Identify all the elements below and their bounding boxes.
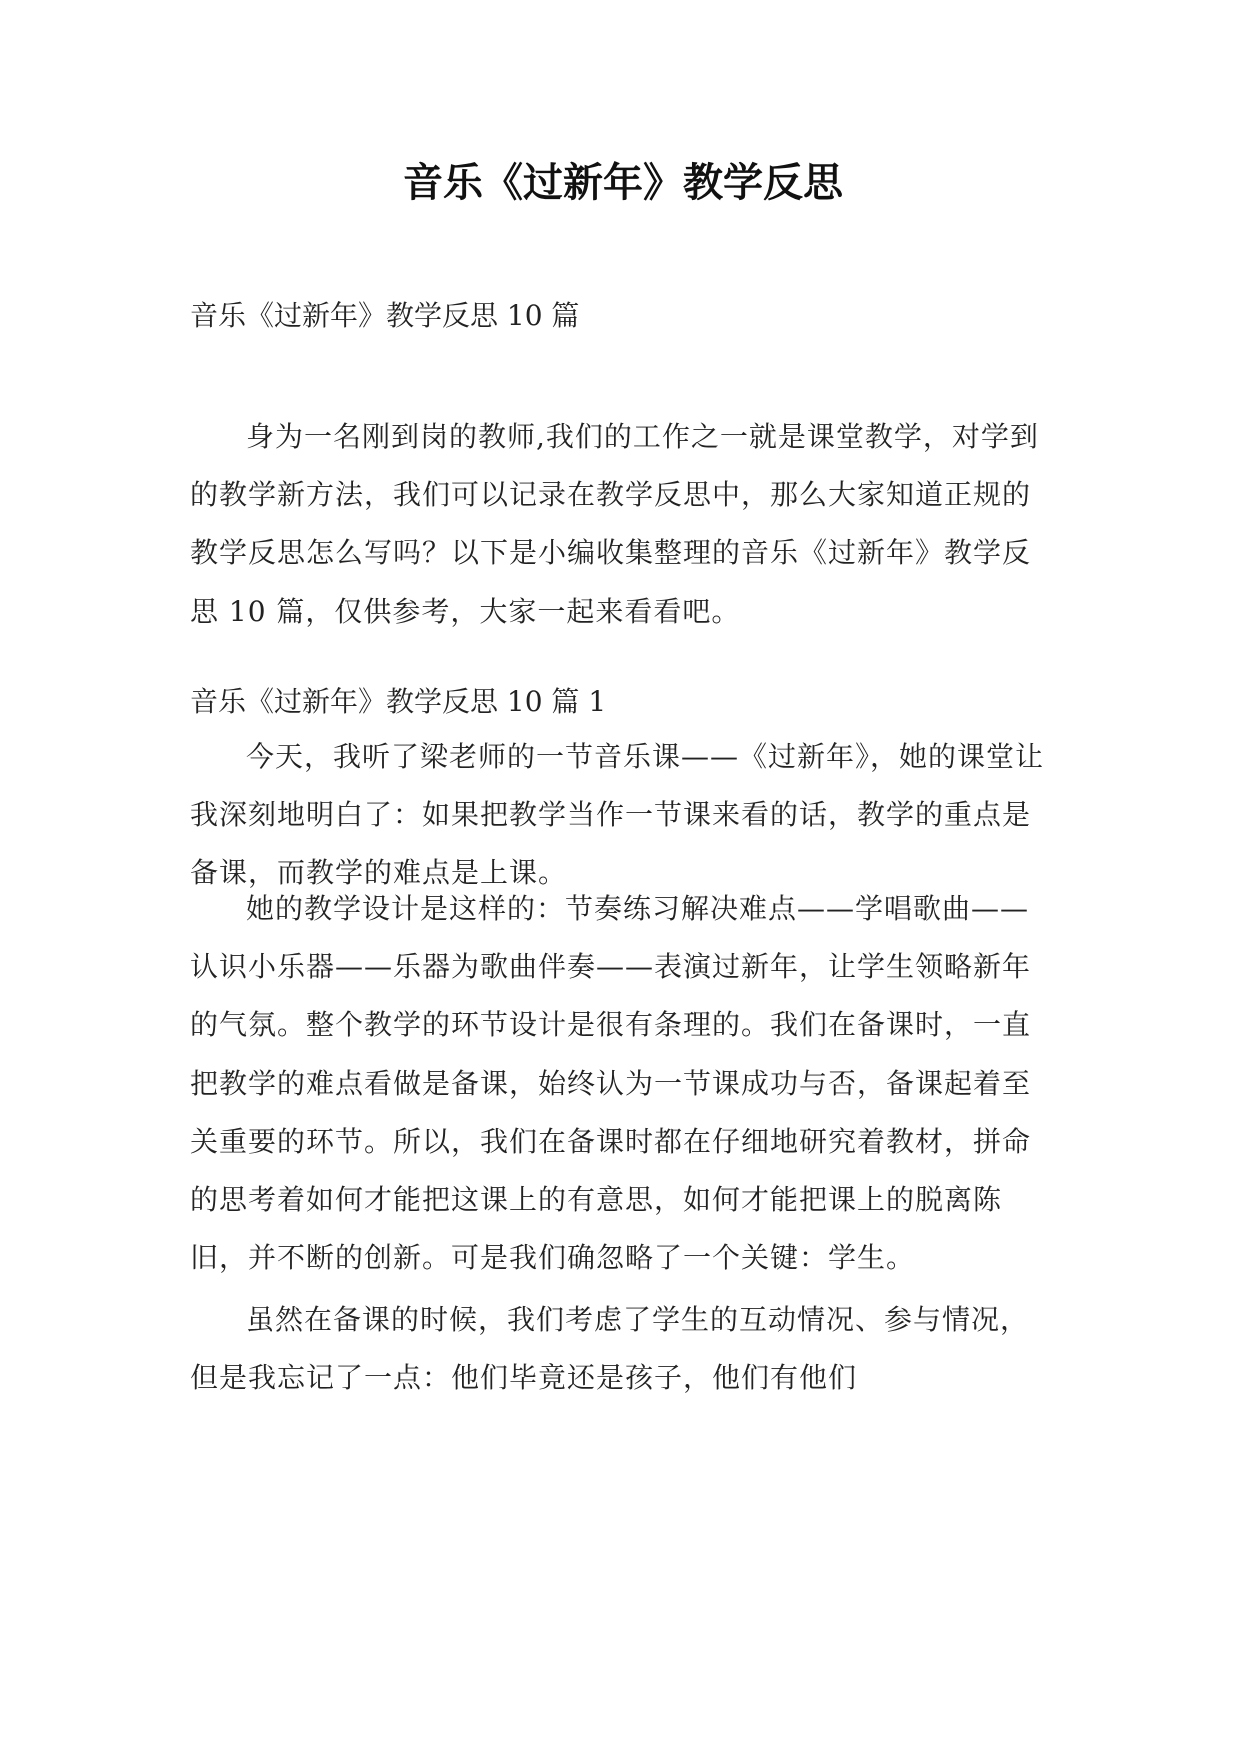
intro-paragraph: 身为一名刚到岗的教师,我们的工作之一就是课堂教学，对学到的教学新方法，我们可以记录在教学反思中，那么大家知道正规的教学反思怎么写吗？以下是小编收集整理的音乐《过新年》教学反思 10 篇，仅供参考，大家一起来看看吧。 bbox=[190, 420, 1039, 628]
body-paragraph: 虽然在备课的时候，我们考虑了学生的互动情况、参与情况，但是我忘记了一点：他们毕竟还是孩子，他们有他们 bbox=[190, 1303, 1030, 1395]
document-title: 音乐《过新年》教学反思 bbox=[403, 160, 843, 206]
body-paragraph: 她的教学设计是这样的：节奏练习解决难点——学唱歌曲——认识小乐器——乐器为歌曲伴奏——表演过新年，让学生领略新年的气氛。整个教学的环节设计是很有条理的。我们在备课时，一直把教学的难点看做是备课，始终认为一节课成功与否，备课起着至关重要的环节。所以，我们在备课时都在仔细地研究着教材，拼命的思考着如何才能把这课上的有意思，如何才能把课上的脱离陈旧，并不断的创新。可是我们确忽略了一个关键：学生。 bbox=[190, 892, 1032, 1275]
document-subtitle: 音乐《过新年》教学反思 10 篇 bbox=[190, 299, 580, 332]
section-heading-1: 音乐《过新年》教学反思 10 篇 1 bbox=[190, 685, 607, 718]
body-paragraph: 今天，我听了梁老师的一节音乐课——《过新年》，她的课堂让我深刻地明白了：如果把教学当作一节课来看的话，教学的重点是备课，而教学的难点是上课。 bbox=[190, 740, 1045, 890]
